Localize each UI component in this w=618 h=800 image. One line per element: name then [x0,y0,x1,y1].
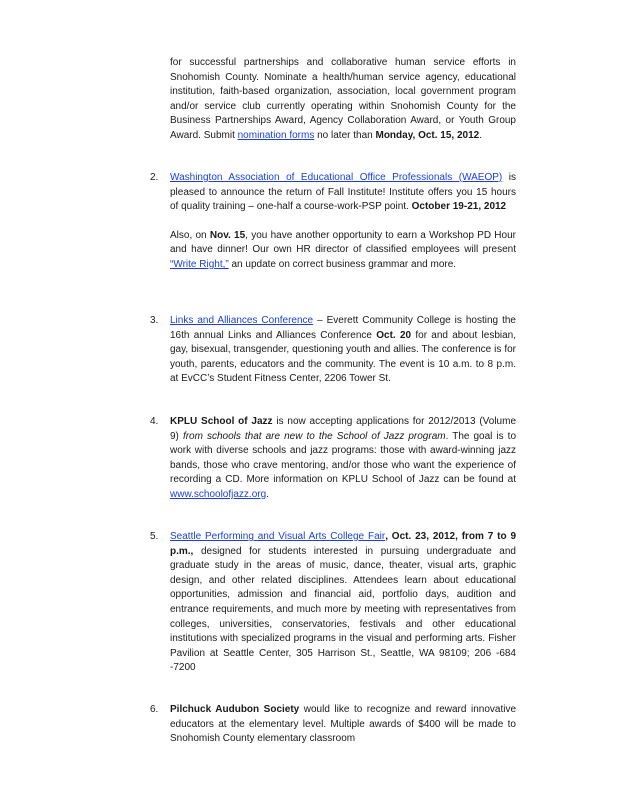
text: no later than [314,129,376,141]
award-nomination-paragraph [170,56,516,144]
text: , you have another opportunity to earn a Workshop PD Hour and have dinner! Our own HR director of classified employees will present [170,229,516,256]
audubon-paragraph [170,703,516,747]
event-date: October 19-21, 2012 [411,201,507,213]
list-item-5 [150,530,516,676]
text: designed for students interested in pursuing undergraduate and graduate study in the areas of music, dance, theater, visual arts, graphic design, and other related disciplines. Attendees learn about educational opportunities, admission and financial aid, portfolio days, audition and entrance requirements, and much more by meeting with representatives from colleges, universities, conservatories, festivals and other educational institutions with specialized programs in the visual and performing arts. Fisher Pavilion at Seattle Center, 305 Harrison St., Seattle, WA 98109; 206 -684 -7200 [170,545,516,674]
links-alliances-link[interactable]: Links and Alliances Conference [170,315,314,326]
text: . The goal is to work with diverse schools and jazz programs: those with award-winning jazz bands, those who crave mentoring, and/or those who want the experience of recording a CD. More information on KPLU School of Jazz can be found at [170,430,517,486]
text: an update on correct business grammar and more. [228,258,457,270]
text: Also, on [170,229,210,241]
deadline: Monday, Oct. 15, 2012 [375,129,480,141]
list-item-2 [150,171,516,273]
emphasis: from schools that are new to the School of Jazz program [182,430,446,442]
organization-name: Pilchuck Audubon Society [170,704,300,715]
text: for and about lesbian, gay, bisexual, transgender, questioning youth and allies. The conference is for youth, parents, educators and the community. The event is 10 a.m. to 8 p.m. at EvCC’s Student Fitness Center, 2206 Tower St. [170,329,517,385]
nomination-forms-link[interactable]: nomination forms [237,129,315,141]
event-date: Nov. 15 [209,229,246,241]
item-number: 2. [150,172,159,183]
event-date: Oct. 20 [376,329,412,341]
text: for successful partnerships and collaborative human service efforts in Snohomish County. Nominate a health/human service agency, educational institution, faith-based organization, association, local government program and/or service club currently operating within Snohomish County for the Business Partnerships Award, Agency Collaboration Award, or Youth Group Award. Submit [170,57,516,141]
list-item-6 [150,703,516,747]
list-item-3 [150,314,516,387]
waeop-link[interactable]: Washington Association of Educational Office Professionals (WAEOP) [170,172,503,183]
links-alliances-paragraph [170,314,516,387]
kplu-paragraph [170,415,516,503]
text: – Everett Community College is hosting the 16th annual Links and Alliances Conference [170,315,516,341]
event-date: , Oct. 23, 2012, from 7 to 9 p.m., [170,531,517,557]
write-right-link[interactable]: “Write Right,” [170,258,229,270]
organization-name: KPLU School of Jazz [170,416,273,427]
item-number: 3. [150,315,159,326]
workshop-paragraph [170,229,516,273]
item-number: 4. [150,416,159,427]
text: is pleased to announce the return of Fall Institute! Institute offers you 15 hours of quality training – one-half a course-work-PSP point. [170,172,516,213]
school-of-jazz-link[interactable]: www.schoolofjazz.org [170,488,267,500]
item-number: 6. [150,704,159,715]
list-item-4 [150,415,516,503]
waeop-paragraph [170,171,516,215]
text: . [479,129,483,141]
text: would like to recognize and reward innovative educators at the elementary level. Multiple awards of $400 will be made to Snohomish County elementary classroom [170,704,516,745]
college-fair-link[interactable]: Seattle Performing and Visual Arts College Fair [170,531,386,542]
text: is now accepting applications for 2012/2013 (Volume 9) [170,416,517,442]
text: . [266,488,269,500]
item-number: 5. [150,531,159,542]
college-fair-paragraph [170,530,516,676]
